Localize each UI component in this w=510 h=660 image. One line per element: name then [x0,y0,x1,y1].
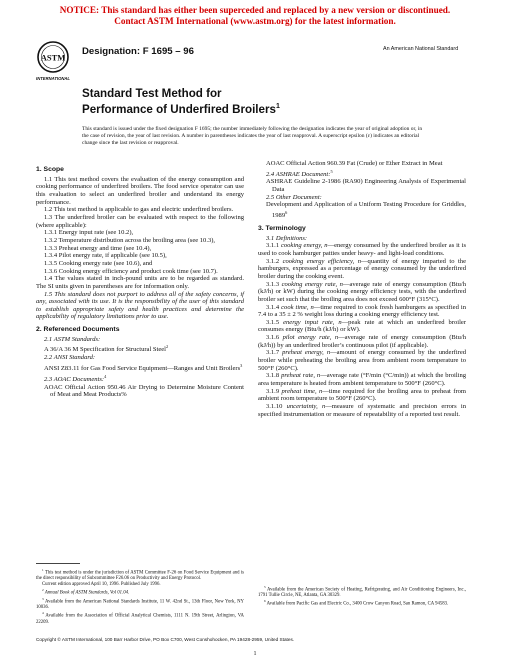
footnotes-left [36,563,244,626]
title-line-2: Performance of Underfired Broilers [82,102,276,116]
definition: 3.1.5 energy input rate, n—peak rate at which an underfired broiler consumes energy (Btu/h (kJ/h) or kW). [258,318,467,334]
refs-2-4: 2.4 ASHRAE Document:$^5$ [266,168,333,178]
supersede-notice [0,5,510,27]
logo-text: INTERNATIONAL [36,76,70,81]
scope-item: 1.3.5 Cooking energy rate (see 10.6), and [44,259,153,267]
notice-line-1: NOTICE: This standard has either been superceded and replaced by a new version or discontinued. [59,5,451,15]
terminology-heading: 3. Terminology [258,224,306,232]
scope-item: 1.3.1 Energy input rate (see 10.2), [44,229,134,237]
footnote: $^5$ Available from the American Society of Heating, Refrigerating, and Air Conditioning Engineers, Inc., 1791 Tullie Circle, NE, Atlanta, GA 30329. [258,585,466,599]
copyright-line: Copyright © ASTM International, 100 Barr Harbor Drive, PO Box C700, West Conshohocken, PA 19428-2959, United States. [36,637,295,642]
scope-1-1: 1.1 This test method covers the evaluation of the energy consumption and cooking performance of underfired broilers. The food service operator can use this evaluation to select an underfired broiler and understand its energy performance. [36,175,244,206]
definition: 3.1.4 cook time, n—time required to cook fresh hamburgers as specified in 7.4 to a 35 ± 2 % weight loss during a cooking energy efficiency test. [258,303,466,319]
issued-note: This standard is issued under the fixed designation F 1695; the number immediately following the designation indicates the year of original adoption or, in the case of revision, the year of last revision. A number in parentheses indicates the year of last reapproval. A superscript epsilon (ε) indicates an editorial change since the last revision or reapproval. [82,126,423,146]
scope-heading: 1. Scope [36,166,64,173]
title-line-1: Standard Test Method for [82,87,222,100]
ref-astm-a36: A 36/A 36 M Specification for Structural Steel$^2$ [44,344,169,354]
definition: 3.1.7 preheat energy, n—amount of energy consumed by the underfired broiler while preheating the broiling area from ambient room temperature to 500°F (260°C). [258,349,466,372]
ref-griddles: Development and Application of a Uniform Testing Procedure for Griddles, 1989$^6$ [266,201,466,220]
refs-2-5: 2.5 Other Document: [266,193,322,201]
definition: 3.1.8 preheat rate, n—average rate (°F/min (°C/min)) at which the broiling area temperature is heated from ambient temperature to 500°F (260°C). [258,372,466,388]
scope-1-3: 1.3 The underfired broiler can be evaluated with respect to the following (where applicable): [36,213,244,229]
definition: 3.1.10 uncertainty, n—measure of systematic and precision errors in specified instrumentation or measure of repeatability of a reported test result. [258,403,466,418]
notice-line-2: Contact ASTM International (www.astm.org) for the latest information. [114,16,396,26]
definition: 3.1.6 pilot energy rate, n—average rate of energy consumption (Btu/h (kJ/h)) by an underfired broiler’s continuous pilot (if applicable). [258,334,466,349]
terminology-3-1: 3.1 Definitions: [266,234,308,242]
scope-item: 1.3.3 Preheat energy and time (see 10.4), [44,244,152,252]
definition: 3.1.1 cooking energy, n—energy consumed by the underfired broiler as it is used to cook hamburger patties under heavy- and light-load conditions. [258,242,466,257]
definition: 3.1.3 cooking energy rate, n—average rate of energy consumption (Btu/h (kJ/h) or kW) during the cooking energy efficiency tests, with the underfired broiler set such that the broiling area does not exceed 600°F (315°C). [258,280,466,303]
document-title [82,87,280,116]
ref-aoac-960: AOAC Official Action 960.39 Fat (Crude) or Ether Extract in Meat [266,160,443,167]
scope-1-2: 1.2 This test method is applicable to gas and electric underfired broilers. [44,206,234,214]
left-column [36,163,244,399]
designation: Designation: F 1695 – 96 [82,46,194,57]
refs-2-1: 2.1 ASTM Standards: [44,335,101,343]
ref-aoac-950: AOAC Official Action 950.46 Air Drying to Determine Moisture Content of Meat and Meat Products% [44,383,244,399]
ref-ansi-z83: ANSI Z83.11 for Gas Food Service Equipment—Ranges and Unit Broilers$^3$ [44,362,243,373]
astm-logo-icon [36,40,70,84]
page-number: 1 [253,651,257,657]
refs-2-3: 2.3 AOAC Documents:$^4$ [44,373,107,383]
refs-2-2: 2.2 ANSI Standard: [44,354,96,362]
scope-item: 1.3.6 Cooking energy efficiency and product cook time (see 10.7). [44,267,218,275]
footnote: $^4$ Available from the Association of Official Analytical Chemists, 1111 N. 19th Street, Arlington, VA 22209. [36,611,244,625]
footnote: $^3$ Available from the American National Standards Institute, 11 W. 42nd St., 13th Floor, New York, NY 10036. [36,596,244,611]
footnote-rule [36,563,80,564]
footnote: $^2$ Annual Book of ASTM Standards, Vol 01.04. [42,588,130,596]
definition: 3.1.2 cooking energy efficiency, n—quantity of energy imparted to the hamburgers, expressed as a percentage of energy consumed by the underfired broiler during the cooking event. [258,257,466,280]
refs-heading: 2. Referenced Documents [36,326,120,334]
footnotes-right [258,585,466,608]
ref-ashrae: ASHRAE Guideline 2-1986 (RA90) Engineering Analysis of Experimental Data [266,178,466,194]
title-footnote-mark: 1 [275,103,280,110]
footnote: $^1$ This test method is under the jurisdiction of ASTM Committee F-26 on Food Service Equipment and is the direct responsibility of Subcommittee F26.06 on Productivity and Energy Protocol. [36,568,244,582]
svg-text:ASTM: ASTM [40,52,66,63]
definition: 3.1.9 preheat time, n—time required for the broiling area to preheat from ambient room temperature to 500°F (260°C). [258,387,466,403]
footnote: Current edition approved April 10, 1996. Published July 1996. [42,582,161,588]
scope-1-5: 1.5 This standard does not purport to address all of the safety concerns, if any, associated with its use. It is the responsibility of the user of this standard to establish appropriate safety and health practices and determine the applicability of regulatory limitations prior to use. [36,290,244,321]
right-column [258,160,466,418]
national-standard-label: An American National Standard [383,46,459,52]
scope-item: 1.3.2 Temperature distribution across the broiling area (see 10.3), [44,236,216,244]
scope-1-4: 1.4 The values stated in inch-pound units are to be regarded as standard. The SI units given in parentheses are for information only. [36,275,244,290]
footnote: $^6$ Available from Pacific Gas and Electric Co., 3400 Crow Canyon Road, San Ramon, CA 94583. [264,599,449,607]
scope-item: 1.3.4 Pilot energy rate, if applicable (see 10.5), [44,252,167,260]
